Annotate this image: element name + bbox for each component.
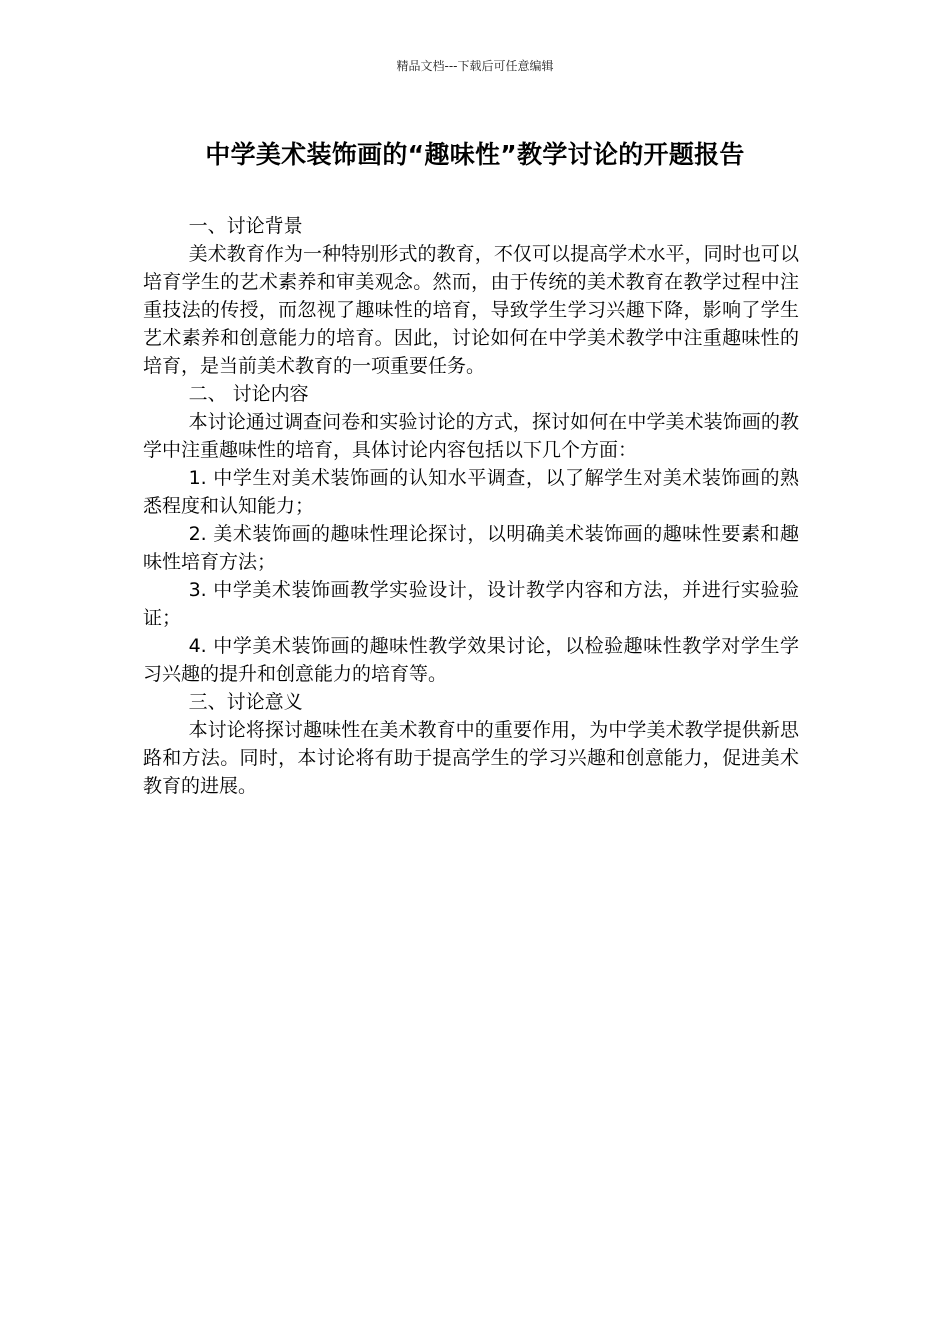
background-paragraph: 美术教育作为一种特别形式的教育，不仅可以提高学术水平，同时也可以培育学生的艺术素养和审美观念。然而，由于传统的美术教育在教学过程中注重技法的传授，而忽视了趣味性的培育，导致学生学习兴趣下降，影响了学生艺术素养和创意能力的培育。因此，讨论如何在中学美术教学中注重趣味性的培育，是当前美术教育的一项重要任务。 — [143, 243, 799, 377]
section-heading-content: 二、 讨论内容 — [188, 383, 309, 405]
content-intro-paragraph: 本讨论通过调查问卷和实验讨论的方式，探讨如何在中学美术装饰画的教学中注重趣味性的培育，具体讨论内容包括以下几个方面： — [143, 411, 799, 461]
section-heading-significance: 三、讨论意义 — [188, 691, 303, 713]
header-note: 精品文档---下载后可任意编辑 — [396, 59, 554, 73]
section-heading-background: 一、讨论背景 — [188, 215, 303, 237]
content-list-item: 3. 中学美术装饰画教学实验设计，设计教学内容和方法，并进行实验验证； — [143, 579, 799, 629]
significance-paragraph: 本讨论将探讨趣味性在美术教育中的重要作用，为中学美术教学提供新思路和方法。同时，本讨论将有助于提高学生的学习兴趣和创意能力，促进美术教育的进展。 — [143, 719, 799, 797]
content-list-item: 2. 美术装饰画的趣味性理论探讨，以明确美术装饰画的趣味性要素和趣味性培育方法； — [143, 523, 799, 573]
content-list-item: 4. 中学美术装饰画的趣味性教学效果讨论，以检验趣味性教学对学生学习兴趣的提升和创意能力的培育等。 — [143, 635, 799, 685]
document-title: 中学美术装饰画的“趣味性”教学讨论的开题报告 — [205, 140, 745, 169]
document-body — [143, 212, 799, 800]
content-list-item: 1. 中学生对美术装饰画的认知水平调查，以了解学生对美术装饰画的熟悉程度和认知能力； — [143, 467, 799, 517]
